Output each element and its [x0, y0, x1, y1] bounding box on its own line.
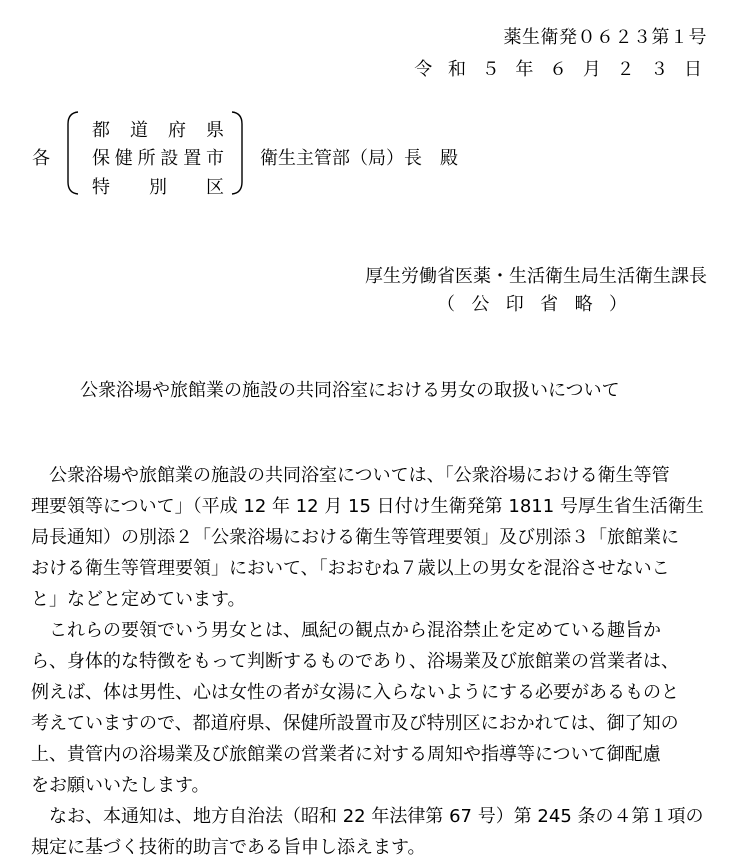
char: 公: [471, 294, 490, 315]
char: 県: [206, 120, 224, 141]
document-date: 令 和 ５ 年 ６ 月 ２ ３ 日: [414, 59, 707, 80]
char: ）: [608, 294, 627, 315]
paragraph-line: なお、本通知は、地方自治法（昭和 22 年法律第 67 号）第 245 条の４第１項の: [31, 806, 704, 827]
paragraph-line: 例えば、体は男性、心は女性の者が女湯に入らないようにする必要があるものと: [31, 682, 679, 703]
paragraph-line: おける衛生等管理要領」において、「おおむね７歳以上の男女を混浴させないこ: [31, 558, 670, 579]
char: 区: [206, 177, 224, 198]
paragraph-line: 規定に基づく技術的助言である旨申し添えます。: [31, 837, 426, 858]
char: 保: [92, 148, 110, 169]
sender-seal-omitted: [437, 290, 627, 316]
paragraph-line: 公衆浴場や旅館業の施設の共同浴室については、「公衆浴場における衛生等管: [31, 465, 670, 486]
recipient-line-health-center-cities: [92, 144, 224, 170]
char: 略: [574, 294, 593, 315]
char: 省: [540, 294, 559, 315]
char: 道: [130, 120, 148, 141]
char: 印: [505, 294, 524, 315]
recipient-line-special-wards: [92, 173, 224, 199]
paragraph-line: をお願いいたします。: [31, 775, 210, 796]
document-title: 公衆浴場や旅館業の施設の共同浴室における男女の取扱いについて: [80, 380, 620, 401]
left-brace-decoration: [64, 110, 80, 196]
paragraph-line: 考えていますので、都道府県、保健所設置市及び特別区におかれては、御了知の: [31, 713, 679, 734]
recipient-title: 衛生主管部（局）長 殿: [260, 148, 458, 169]
document-number: 薬生衛発０６２３第１号: [503, 27, 707, 48]
paragraph-line: 上、貴管内の浴場業及び旅館業の営業者に対する周知や指導等について御配慮: [31, 744, 661, 765]
sender-office: 厚生労働省医薬・生活衛生局生活衛生課長: [365, 266, 707, 287]
char: 府: [168, 120, 186, 141]
paragraph-line: ら、身体的な特徴をもって判断するものであり、浴場業及び旅館業の営業者は、: [31, 651, 679, 672]
char: （: [437, 294, 455, 315]
char: 都: [92, 120, 110, 141]
char: 所: [137, 148, 156, 169]
recipient-line-prefectures: [92, 116, 224, 142]
paragraph: [31, 460, 721, 615]
char: 市: [205, 148, 224, 169]
char: 置: [183, 148, 202, 169]
recipient-prefix: 各: [32, 148, 50, 169]
paragraph: [31, 801, 721, 863]
char: 健: [114, 148, 133, 169]
right-brace-decoration: [230, 110, 246, 196]
char: 別: [149, 177, 167, 198]
paragraph-line: と」などと定めています。: [31, 589, 246, 610]
paragraph-line: これらの要領でいう男女とは、風紀の観点から混浴禁止を定めている趣旨か: [31, 620, 661, 641]
char: 設: [160, 148, 179, 169]
paragraph-line: 理要領等について」（平成 12 年 12 月 15 日付け生衛発第 1811 号厚生省生活衛生: [31, 496, 704, 517]
document-body: [31, 460, 721, 863]
char: 特: [92, 177, 110, 198]
paragraph: [31, 615, 721, 801]
paragraph-line: 局長通知）の別添２「公衆浴場における衛生等管理要領」及び別添３「旅館業に: [31, 527, 679, 548]
